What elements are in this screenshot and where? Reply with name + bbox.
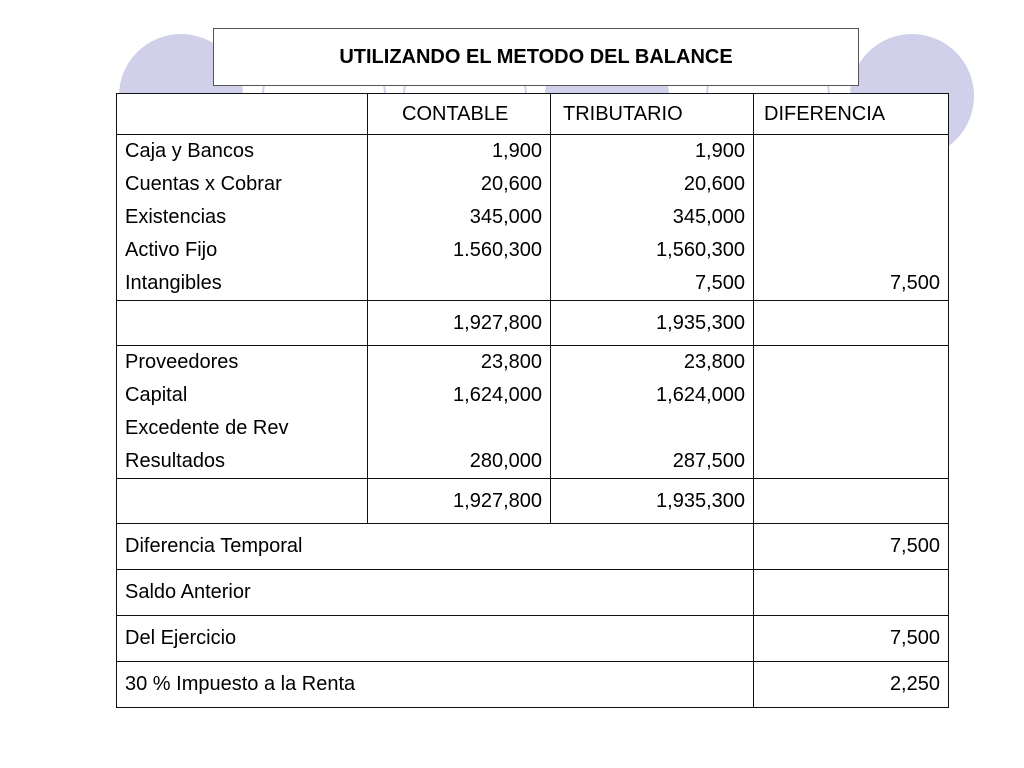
label-capital: Capital — [125, 384, 188, 406]
value-cell: 1,624,000 — [656, 384, 745, 406]
summary-label: Saldo Anterior — [117, 570, 754, 616]
summary-row-diferencia-temporal — [117, 524, 949, 570]
total-diferencia-empty — [754, 301, 949, 346]
summary-label: Del Ejercicio — [117, 616, 754, 662]
value-cell: 7,500 — [694, 272, 745, 294]
header-cell-empty — [117, 94, 368, 135]
header-row — [117, 94, 949, 135]
liabilities-diferencia-empty — [754, 346, 949, 479]
liabilities-labels — [117, 346, 368, 479]
value-cell — [762, 234, 940, 267]
label-existencias: Existencias — [125, 206, 227, 228]
liabilities-block — [117, 346, 949, 479]
value-cell: 23,800 — [480, 351, 542, 373]
summary-row-del-ejercicio — [117, 616, 949, 662]
value-cell: 1,560,300 — [656, 239, 745, 261]
total-diferencia-empty — [754, 479, 949, 524]
label-resultados: Resultados — [125, 450, 226, 472]
summary-label: 30 % Impuesto a la Renta — [117, 662, 754, 708]
liabilities-total-tributario: 1,935,300 — [551, 479, 754, 524]
value-cell: 1.560,300 — [453, 239, 542, 261]
value-cell: 20,600 — [683, 173, 745, 195]
assets-total-row — [117, 301, 949, 346]
label-cuentas-x-cobrar: Cuentas x Cobrar — [125, 173, 282, 195]
value-cell: 1,900 — [694, 140, 745, 162]
balance-table — [116, 93, 949, 708]
assets-total-contable: 1,927,800 — [368, 301, 551, 346]
summary-value: 7,500 — [754, 616, 949, 662]
liabilities-contable — [368, 346, 551, 479]
header-contable: CONTABLE — [368, 94, 551, 135]
value-cell: 1,624,000 — [453, 384, 542, 406]
value-cell — [559, 412, 745, 445]
value-cell: 345,000 — [469, 206, 542, 228]
value-cell: 345,000 — [672, 206, 745, 228]
summary-row-impuesto-renta — [117, 662, 949, 708]
value-cell — [762, 201, 940, 234]
summary-label: Diferencia Temporal — [117, 524, 754, 570]
value-cell: 1,900 — [491, 140, 542, 162]
label-excedente-de-rev: Excedente de Rev — [125, 417, 289, 439]
header-tributario: TRIBUTARIO — [551, 94, 754, 135]
value-cell: 20,600 — [480, 173, 542, 195]
assets-diferencia — [754, 135, 949, 301]
assets-labels — [117, 135, 368, 301]
header-diferencia: DIFERENCIA — [754, 94, 949, 135]
label-activo-fijo: Activo Fijo — [125, 239, 218, 261]
liabilities-tributario — [551, 346, 754, 479]
liabilities-total-contable: 1,927,800 — [368, 479, 551, 524]
label-caja-y-bancos: Caja y Bancos — [125, 140, 254, 162]
assets-tributario — [551, 135, 754, 301]
label-proveedores: Proveedores — [125, 351, 239, 373]
assets-contable — [368, 135, 551, 301]
value-cell — [762, 168, 940, 201]
value-cell: 280,000 — [469, 450, 542, 472]
summary-value — [754, 570, 949, 616]
total-label-empty — [117, 479, 368, 524]
value-cell: 287,500 — [672, 450, 745, 472]
label-intangibles: Intangibles — [125, 272, 222, 294]
value-cell — [762, 135, 940, 168]
total-label-empty — [117, 301, 368, 346]
page-title: UTILIZANDO EL METODO DEL BALANCE — [213, 28, 859, 86]
value-cell — [376, 267, 542, 300]
summary-row-saldo-anterior — [117, 570, 949, 616]
summary-value: 2,250 — [754, 662, 949, 708]
summary-value: 7,500 — [754, 524, 949, 570]
value-cell: 23,800 — [683, 351, 745, 373]
value-cell: 7,500 — [889, 272, 940, 294]
value-cell — [376, 412, 542, 445]
liabilities-total-row — [117, 479, 949, 524]
assets-block — [117, 135, 949, 301]
assets-total-tributario: 1,935,300 — [551, 301, 754, 346]
